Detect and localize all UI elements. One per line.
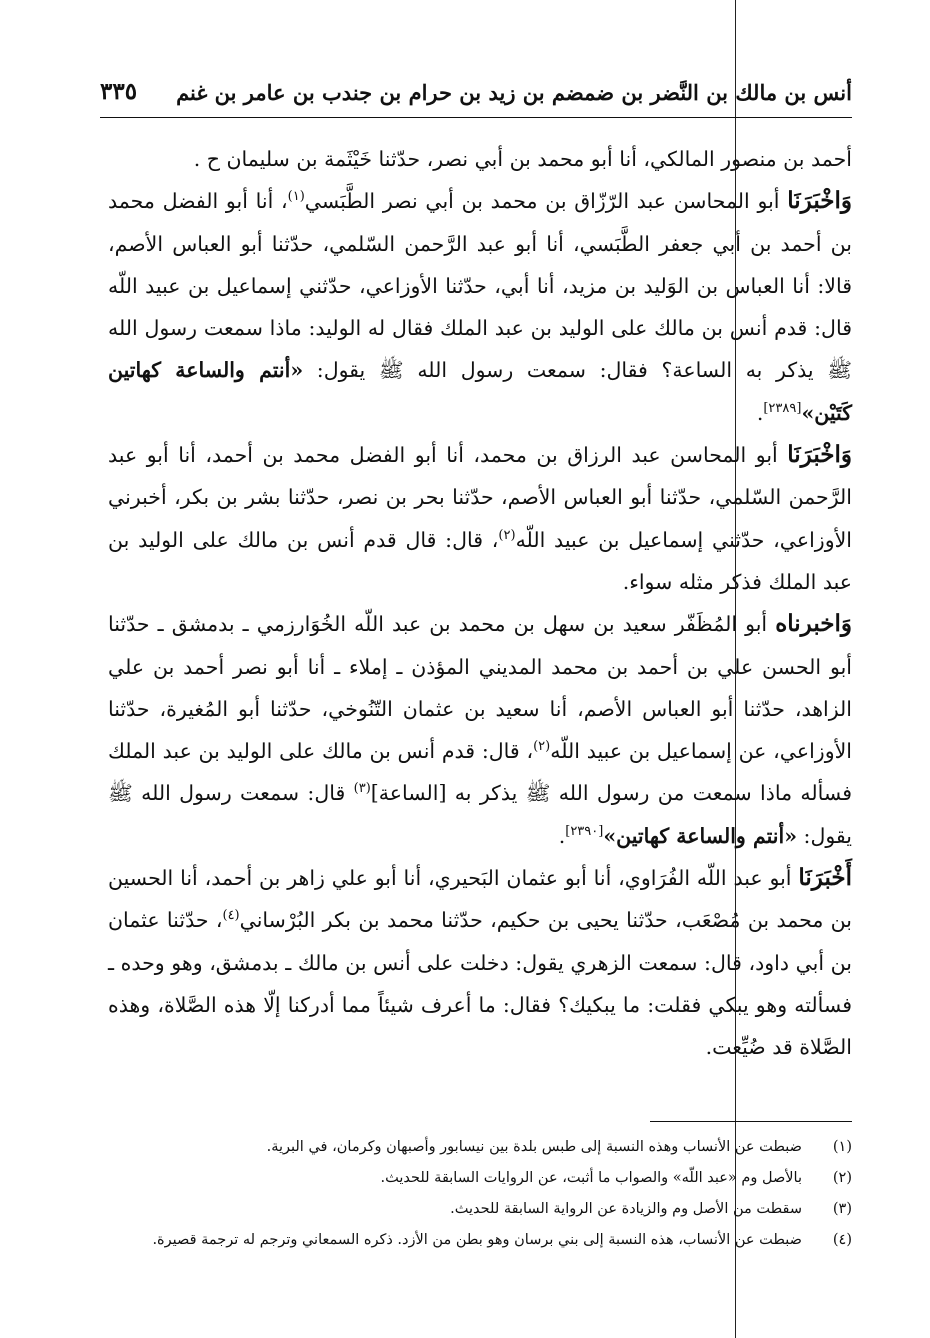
paragraph-2 bbox=[108, 180, 852, 434]
paragraph-4 bbox=[108, 603, 852, 857]
paragraph-text: . bbox=[756, 400, 764, 425]
paragraph-text: قال: سمعت رسول الله ﷺ يقول: bbox=[108, 781, 852, 848]
hadith-number: [٢٣٩٠] bbox=[565, 823, 604, 839]
paragraph-lead-word: أَخْبَرَنَا bbox=[798, 864, 852, 892]
paragraph-text: أبو عبد اللّه الفُرَاوي، أنا أبو عثمان البَحيري، أنا أبو علي زاهر بن أحمد، أنا الحسين بن محمد بن مُصْعَب، حدّثنا يحيى بن حكيم، حدّثنا محمد بن بكر البُرْساني bbox=[108, 866, 852, 933]
footnote-ref: (٤) bbox=[222, 908, 240, 924]
footnote-separator bbox=[650, 1121, 852, 1122]
footnote-item bbox=[108, 1194, 852, 1225]
paragraph-text: ، قال: قال قدم أنس بن مالك على الوليد بن عبد الملك فذكر مثله سواء. bbox=[108, 527, 852, 594]
footnote-text: بالأصل وم «عبد اللّه» والصواب ما أثبت، عن الروايات السابقة للحديث. bbox=[380, 1170, 802, 1186]
paragraph-text: ، أنا أبو الفضل محمد بن أحمد بن أبي جعفر الطَّبَسي، أنا أبو عبد الرَّحمن السّلمي، حدّثنا أبو العباس الأصم، قالا: أنا العباس بن الوَليد بن مزيد، أنا أبي، حدّثنا الأوزاعي، حدّثني إسماعيل بن عبيد اللّه قال: قدم أنس بن مالك على الوليد بن عبد الملك فقال له الوليد: ماذا سمعت رسول الله ﷺ يذكر به الساعة؟ فقال: سمعت رسول الله ﷺ يقول: bbox=[108, 189, 852, 383]
paragraph-text: ، قال: قدم أنس بن مالك على الوليد بن عبد الملك فسأله ماذا سمعت من رسول الله ﷺ يذكر به [الساعة] bbox=[108, 739, 853, 806]
paragraph-text: أبو المُظَفّر سعيد بن سهل بن محمد بن عبد اللّه الخُوَارزمي ـ بدمشق ـ حدّثنا أبو الحسن علي بن أحمد بن محمد المديني المؤذن ـ إملاء ـ أنا أبو نصر أحمد بن علي الزاهد، حدّثنا أبو العباس الأصم، أنا سعيد بن عثمان التّنُوخي، حدّثنا أبو المُغيرة، حدّثنا الأوزاعي، عن إسماعيل بن عبيد اللّه bbox=[108, 612, 852, 764]
paragraph-3 bbox=[108, 434, 852, 603]
footnote-number: (١) bbox=[832, 1139, 852, 1155]
paragraph-1 bbox=[108, 138, 852, 180]
hadith-number: [٢٣٨٩] bbox=[763, 400, 802, 416]
footnote-text: سقطت من الأصل وم والزيادة عن الرواية السابقة للحديث. bbox=[450, 1201, 802, 1217]
paragraph-lead-word: وَاخْبَرَنَا bbox=[787, 441, 852, 469]
footnote-number: (٤) bbox=[832, 1232, 852, 1248]
paragraph-text: ، حدّثنا عثمان بن أبي داود، قال: سمعت الزهري يقول: دخلت على أنس بن مالك ـ بدمشق، وهو وحده ـ فسألته وهو يبكي فقلت: ما يبكيك؟ فقال: ما أعرف شيئاً مما أدركنا إلّا هذه الصَّلاة، وهذه الصَّلاة قد ضُيِّعت. bbox=[108, 908, 852, 1060]
main-text bbox=[108, 138, 852, 1069]
paragraph-text: . bbox=[558, 823, 566, 848]
header-rule bbox=[100, 117, 852, 118]
footnote-item bbox=[108, 1225, 852, 1256]
footnote-ref: (٣) bbox=[353, 781, 371, 797]
paragraph-lead-word: وَاخْبَرَنَا bbox=[787, 187, 852, 215]
footnote-number: (٣) bbox=[832, 1201, 852, 1217]
hadith-quote: «أنتم والساعة كهاتين» bbox=[603, 823, 798, 848]
hadith-quote: «أنتم والساعة كهاتين كَتَيْن» bbox=[108, 358, 852, 425]
footnote-ref: (٢) bbox=[533, 739, 551, 755]
footnote-item bbox=[108, 1132, 852, 1163]
paragraph-5 bbox=[108, 857, 852, 1068]
footnote-text: ضبطت عن الأنساب وهذه النسبة إلى طبس بلدة بين نيسابور وأصبهان وكرمان، في البرية. bbox=[266, 1139, 802, 1155]
page-number: ٣٣٥ bbox=[100, 78, 138, 105]
footnote-number: (٢) bbox=[832, 1170, 852, 1186]
running-header bbox=[100, 70, 852, 116]
footnotes bbox=[108, 1132, 852, 1256]
footnote-text: ضبطت عن الأنساب، هذه النسبة إلى بني برسان وهو بطن من الأزد. ذكره السمعاني وترجم له ترجمة قصيرة. bbox=[152, 1232, 802, 1248]
paragraph-lead-word: وَاخبرناه bbox=[775, 610, 852, 638]
paragraph-text: أحمد بن منصور المالكي، أنا أبو محمد بن أبي نصر، حدّثنا خَيْثَمة بن سليمان ح . bbox=[193, 147, 852, 171]
footnote-item bbox=[108, 1163, 852, 1194]
paragraph-text: أبو المحاسن عبد الرزاق بن محمد، أنا أبو الفضل محمد بن أحمد، أنا أبو عبد الرَّحمن السّلمي، حدّثنا أبو العباس الأصم، حدّثنا بحر بن نصر، حدّثنا بشر بن بكر، أخبرني الأوزاعي، حدّثني إسماعيل بن عبيد اللّه bbox=[108, 443, 852, 552]
footnote-ref: (٢) bbox=[498, 527, 516, 543]
paragraph-text: أبو المحاسن عبد الرّزّاق بن محمد بن أبي نصر الطَّبَسي bbox=[304, 189, 788, 214]
footnote-ref: (١) bbox=[287, 189, 305, 205]
header-title: أنس بن مالك بن النَّضر بن ضمضم بن زيد بن حرام بن جندب بن عامر بن غنم bbox=[176, 80, 852, 105]
